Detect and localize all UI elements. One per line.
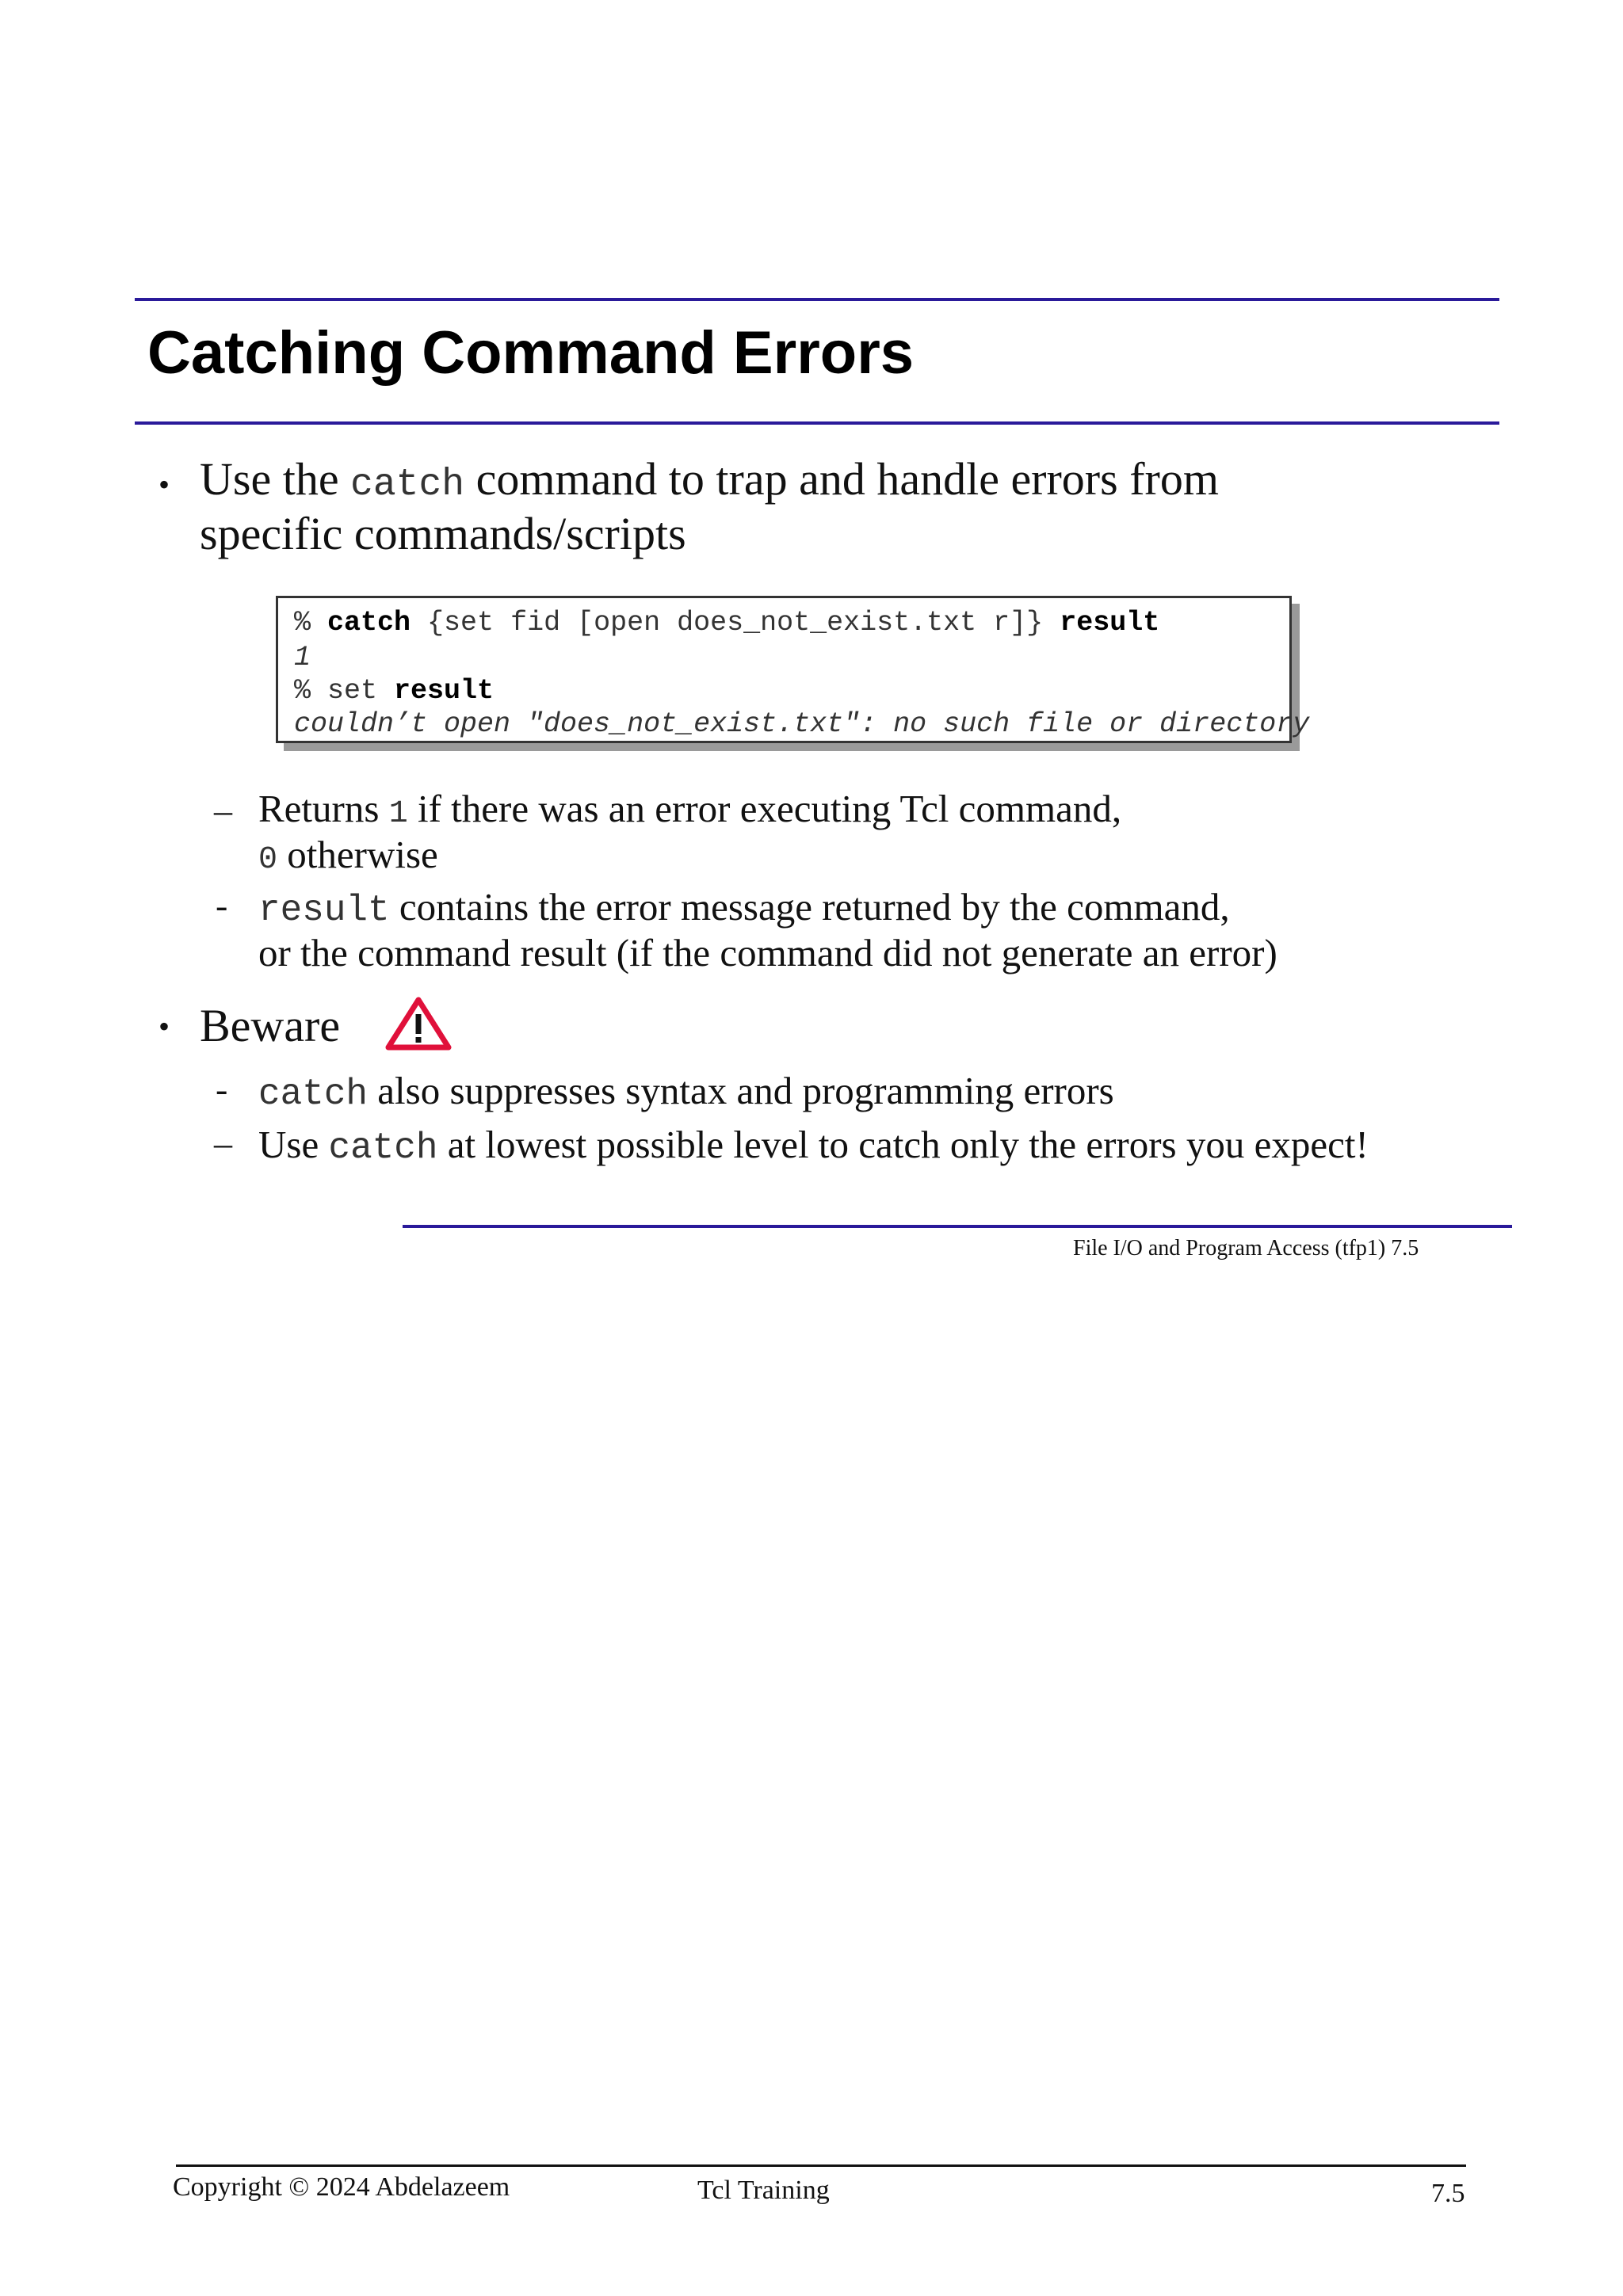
code-keyword-catch: catch — [327, 607, 411, 639]
code-line-3: % set result — [294, 675, 495, 707]
sub-item-result-line-2: or the command result (if the command did not generate an error) — [258, 931, 1277, 974]
slide-footer-text: File I/O and Program Access (tfp1) 7.5 — [1073, 1236, 1419, 1261]
warning-icon — [385, 997, 452, 1051]
sub-bullet-marker: - — [216, 885, 228, 925]
title-bottom-rule — [135, 421, 1499, 425]
bullet-marker: • — [158, 467, 170, 502]
sub-item-result: result contains the error message returned by the command, — [258, 885, 1230, 931]
bullet-marker: • — [158, 1009, 170, 1044]
bullet-1-code: catch — [350, 463, 465, 506]
sub-item-lowest-level: Use catch at lowest possible level to catch only the errors you expect! — [258, 1123, 1369, 1169]
slide-footer-rule — [403, 1225, 1512, 1228]
bullet-1-prefix: Use the — [200, 453, 351, 505]
code-line-2: 1 — [294, 642, 311, 673]
bullet-1-line-2: specific commands/scripts — [200, 508, 686, 559]
sub-bullet-marker: – — [214, 790, 232, 830]
code-line-4: couldn’t open "does_not_exist.txt": no such file or directory — [294, 708, 1310, 740]
code-line-1: % catch {set fid [open does_not_exist.txt r]} result — [294, 607, 1160, 639]
code-example-box — [276, 596, 1310, 743]
slide-title: Catching Command Errors — [147, 319, 915, 387]
page-footer-rule — [176, 2164, 1466, 2167]
code-var-result-2: result — [394, 675, 495, 707]
sub-bullet-marker: – — [214, 1123, 232, 1163]
bullet-2-beware: Beware — [200, 1000, 341, 1051]
sub-item-returns: Returns 1 if there was an error executing Tcl command, — [258, 787, 1122, 832]
code-var-result: result — [1060, 607, 1160, 639]
title-top-rule — [135, 298, 1499, 301]
bullet-1-line-1 — [200, 453, 1219, 506]
sub-item-suppresses: catch also suppresses syntax and programming errors — [258, 1069, 1114, 1115]
sub-bullet-marker: - — [216, 1069, 228, 1109]
bullet-1-suffix: command to trap and handle errors from — [464, 453, 1219, 505]
course-title: Tcl Training — [697, 2176, 830, 2205]
sub-item-returns-line-2: 0 otherwise — [258, 833, 438, 878]
page-number: 7.5 — [1431, 2179, 1465, 2208]
copyright-text: Copyright © 2024 Abdelazeem — [173, 2172, 510, 2202]
